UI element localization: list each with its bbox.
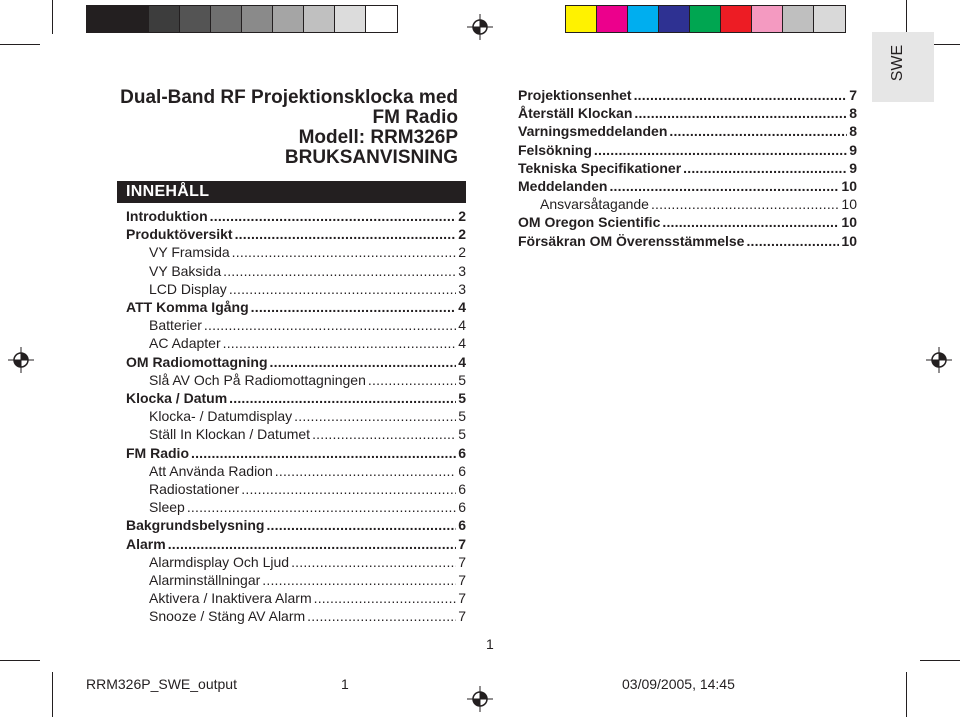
toc-entry [126, 353, 466, 371]
toc-entry-page: 10 [841, 196, 857, 213]
toc-leader-dots [368, 371, 456, 389]
gray-swatch [335, 6, 366, 32]
toc-leader-dots [651, 195, 839, 213]
toc-leader-dots [229, 280, 456, 298]
color-swatch [783, 6, 814, 32]
registration-mark-icon [926, 347, 952, 373]
toc-entry [126, 535, 466, 553]
toc-entry-page: 3 [458, 280, 466, 297]
toc-entry-title: Ansvarsåtagande [540, 196, 649, 213]
footer-filename: RRM326P_SWE_output [86, 676, 237, 692]
toc-entry [518, 104, 857, 122]
toc-entry-title: Alarminställningar [149, 572, 261, 588]
model-line: Modell: RRM326P [298, 127, 458, 148]
toc-entry [518, 213, 857, 231]
toc-leader-dots [241, 480, 456, 498]
crop-mark [52, 672, 53, 717]
gray-swatch [118, 6, 149, 32]
color-swatch [628, 6, 659, 32]
crop-mark [0, 44, 40, 45]
toc-leader-dots [669, 122, 847, 140]
toc-leader-dots [168, 535, 457, 553]
toc-entry-page: 6 [458, 499, 466, 516]
toc-entry-page: 8 [849, 123, 857, 140]
toc-entry-title: Klocka- / Datumdisplay [149, 408, 293, 425]
toc-entry-page: 8 [849, 105, 857, 122]
toc-entry-page: 5 [458, 371, 466, 388]
toc-entry-page: 2 [458, 226, 466, 243]
toc-entry-page: 4 [458, 335, 466, 352]
toc-entry-page: 5 [458, 426, 466, 443]
toc-entry [126, 516, 466, 534]
toc-leader-dots [291, 553, 456, 571]
crop-mark [0, 660, 40, 661]
toc-entry-page: 9 [849, 159, 857, 176]
crop-mark [906, 672, 907, 717]
toc-leader-dots [294, 407, 456, 425]
crop-mark [920, 660, 960, 661]
toc-entry-page: 4 [458, 317, 466, 334]
toc-entry-page: 6 [458, 481, 466, 497]
registration-mark-icon [467, 686, 493, 712]
toc-entry [126, 225, 466, 243]
color-swatch [721, 6, 752, 32]
color-swatch [566, 6, 597, 32]
toc-entry-title: Introduktion [126, 208, 208, 224]
toc-entry [149, 607, 466, 625]
gray-swatch [149, 6, 180, 32]
toc-leader-dots [232, 243, 457, 261]
toc-entry [149, 553, 466, 571]
toc-entry [518, 232, 857, 250]
language-tab-label: SWE [889, 44, 906, 82]
toc-entry-page: 6 [458, 517, 466, 534]
toc-entry-title: Att Använda Radion [149, 462, 273, 479]
toc-leader-dots [662, 213, 839, 231]
toc-entry-page: 10 [841, 178, 857, 194]
toc-entry-title: Aktivera / Inaktivera Alarm [149, 590, 312, 607]
toc-leader-dots [275, 462, 456, 480]
toc-entry [126, 389, 466, 407]
toc-entry [149, 243, 466, 261]
gray-swatch [211, 6, 242, 32]
crop-mark [52, 0, 53, 34]
toc-entry [126, 444, 466, 462]
gray-swatch [366, 6, 397, 32]
toc-entry-page: 5 [458, 390, 466, 406]
toc-entry [518, 141, 857, 159]
toc-entry [149, 498, 466, 516]
toc-leader-dots [262, 571, 456, 589]
footer-page: 1 [341, 676, 349, 692]
document-title-line: FM Radio [372, 107, 458, 128]
toc-entry-title: Sleep [149, 499, 185, 516]
toc-leader-dots [187, 498, 456, 516]
color-swatch [659, 6, 690, 32]
toc-entry-title: ATT Komma Igång [126, 299, 249, 315]
toc-entry [518, 86, 857, 104]
toc-entry [540, 195, 857, 213]
toc-entry [149, 425, 466, 443]
toc-entry-title: Meddelanden [518, 178, 608, 194]
toc-leader-dots [223, 334, 457, 352]
toc-entry-title: Batterier [149, 317, 202, 334]
toc-leader-dots [191, 444, 456, 462]
toc-entry-title: Slå AV Och På Radiomottagningen [149, 371, 366, 388]
toc-entry-title: VY Framsida [149, 244, 230, 261]
toc-entry-title: Återställ Klockan [518, 105, 633, 122]
toc-entry-title: OM Radiomottagning [126, 353, 268, 370]
crop-mark [906, 0, 907, 34]
toc-entry [149, 407, 466, 425]
toc-entry-title: OM Oregon Scientific [518, 214, 661, 231]
toc-entry [126, 298, 466, 316]
toc-entry-title: Projektionsenhet [518, 87, 632, 103]
toc-entry-page: 4 [458, 353, 466, 370]
toc-leader-dots [634, 86, 848, 104]
toc-entry [149, 480, 466, 498]
toc-entry-page: 6 [458, 444, 466, 461]
toc-entry [518, 177, 857, 195]
toc-entry [149, 334, 466, 352]
toc-leader-dots [634, 104, 847, 122]
toc-leader-dots [266, 516, 456, 534]
toc-entry [149, 371, 466, 389]
footer-datetime: 03/09/2005, 14:45 [622, 676, 735, 692]
toc-entry-page: 5 [458, 408, 466, 425]
toc-leader-dots [229, 389, 456, 407]
gray-swatch [273, 6, 304, 32]
toc-entry-page: 7 [849, 87, 857, 103]
toc-entry-page: 3 [458, 262, 466, 279]
toc-leader-dots [314, 589, 457, 607]
toc-entry-title: LCD Display [149, 280, 227, 297]
gray-swatch [180, 6, 211, 32]
toc-entry [149, 589, 466, 607]
toc-entry-title: Varningsmeddelanden [518, 123, 668, 140]
color-swatch [814, 6, 845, 32]
toc-leader-dots [594, 141, 847, 159]
color-swatch [690, 6, 721, 32]
document-title-line: Dual-Band RF Projektionsklocka med [120, 87, 458, 108]
toc-entry [149, 280, 466, 298]
toc-entry [149, 571, 466, 589]
registration-mark-icon [467, 14, 493, 40]
toc-leader-dots [270, 353, 457, 371]
gray-swatch [304, 6, 335, 32]
toc-leader-dots [312, 425, 456, 443]
toc-entry [518, 159, 857, 177]
toc-entry-title: Tekniska Specifikationer [518, 159, 682, 176]
toc-entry-page: 7 [458, 535, 466, 552]
toc-entry-page: 6 [458, 462, 466, 479]
toc-entry-title: Klocka / Datum [126, 390, 228, 406]
color-swatch [597, 6, 628, 32]
toc-leader-dots [210, 207, 457, 225]
toc-entry-title: AC Adapter [149, 335, 221, 352]
toc-entry-title: Felsökning [518, 141, 592, 158]
toc-entry-page: 4 [458, 299, 466, 315]
toc-leader-dots [746, 232, 839, 250]
gray-swatch [87, 6, 118, 32]
toc-entry-page: 2 [458, 208, 466, 224]
toc-entry-page: 7 [458, 553, 466, 570]
toc-entry [518, 122, 857, 140]
toc-leader-dots [204, 316, 456, 334]
page-number: 1 [486, 636, 494, 652]
toc-entry-page: 10 [841, 214, 857, 231]
toc-leader-dots [235, 225, 457, 243]
toc-leader-dots [223, 262, 456, 280]
registration-mark-icon [8, 347, 34, 373]
toc-leader-dots [307, 607, 456, 625]
toc-entry-page: 7 [458, 590, 466, 607]
toc-entry-page: 10 [841, 232, 857, 249]
gray-swatch [242, 6, 273, 32]
toc-entry [126, 207, 466, 225]
toc-entry-title: Alarmdisplay Och Ljud [149, 553, 290, 570]
toc-entry [149, 462, 466, 480]
toc-entry-title: VY Baksida [149, 262, 222, 279]
toc-leader-dots [251, 298, 457, 316]
toc-entry-title: Försäkran OM Överensstämmelse [518, 232, 745, 249]
toc-entry-title: Ställ In Klockan / Datumet [149, 426, 311, 443]
toc-entry-page: 9 [849, 141, 857, 158]
toc-leader-dots [683, 159, 847, 177]
toc-entry-title: Bakgrundsbelysning [126, 517, 265, 534]
manual-heading: BRUKSANVISNING [284, 147, 458, 168]
toc-heading: INNEHÅLL [117, 181, 466, 203]
toc-entry-title: Snooze / Stäng AV Alarm [149, 608, 306, 625]
toc-entry-title: Alarm [126, 535, 166, 552]
toc-leader-dots [609, 177, 839, 195]
toc-entry-title: Radiostationer [149, 481, 240, 497]
toc-entry-title: Produktöversikt [126, 226, 233, 243]
toc-entry [149, 316, 466, 334]
toc-entry-page: 7 [458, 572, 466, 588]
color-swatch [752, 6, 783, 32]
toc-entry-title: FM Radio [126, 444, 189, 461]
toc-entry-page: 2 [458, 244, 466, 261]
toc-entry-page: 7 [458, 608, 466, 625]
toc-entry [149, 262, 466, 280]
